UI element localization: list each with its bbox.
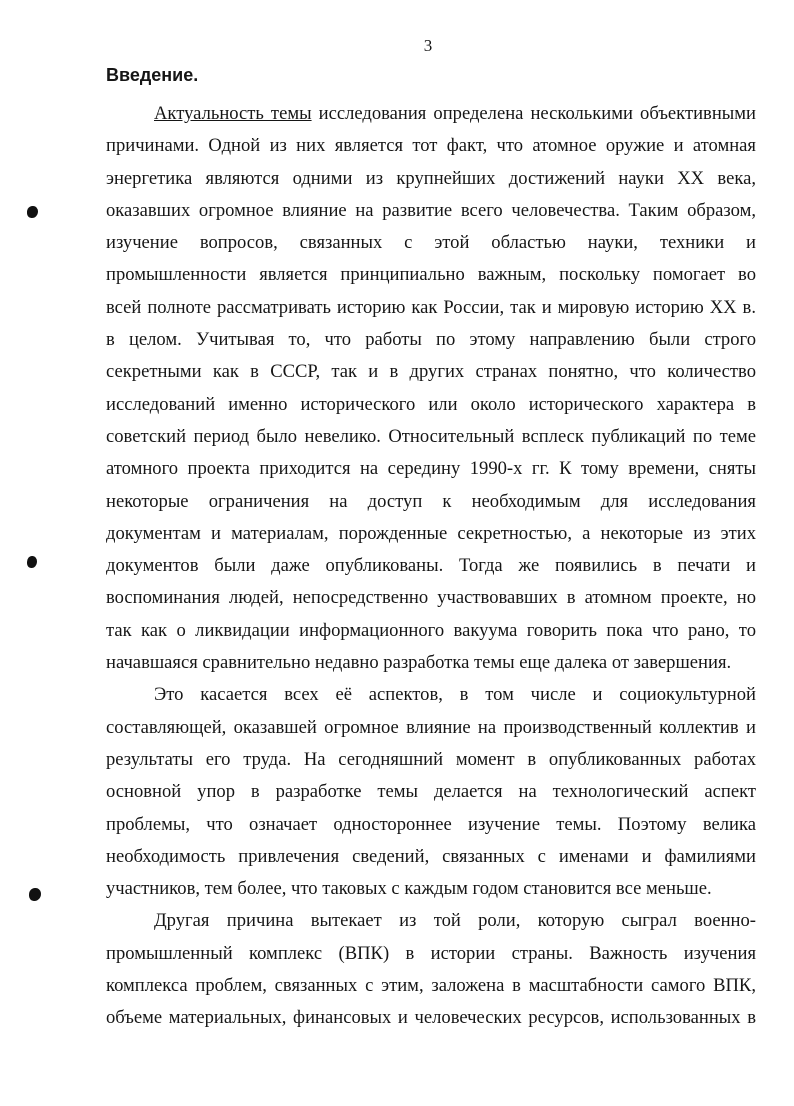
text-line: оказавших огромное влияние на развитие всего человечества. Таким образом, bbox=[106, 199, 756, 221]
paragraph-2 bbox=[106, 679, 756, 905]
text-line: участников, тем более, что таковых с каждым годом становится все меньше. bbox=[106, 878, 712, 900]
text-line: в целом. Учитывая то, что работы по этому направлению были строго bbox=[106, 329, 756, 351]
text-line: исследований именно исторического или около исторического характера в bbox=[106, 393, 756, 415]
text-line: составляющей, оказавшей огромное влияние на производственный коллектив и bbox=[106, 716, 756, 738]
text-line: документов были даже опубликованы. Тогда же появились в печати и bbox=[106, 555, 756, 577]
text-line: результаты его труда. На сегодняшний момент в опубликованных работах bbox=[106, 748, 756, 770]
page-number: 3 bbox=[423, 36, 433, 55]
text-line: промышленный комплекс (ВПК) в истории страны. Важность изучения bbox=[106, 942, 756, 964]
text-line: начавшаяся сравнительно недавно разработка темы еще далека от завершения. bbox=[106, 652, 732, 674]
text-line: секретными как в СССР, так и в других странах понятно, что количество bbox=[106, 361, 756, 383]
text-line: объеме материальных, финансовых и человеческих ресурсов, использованных в bbox=[106, 1007, 756, 1029]
scan-mark-1 bbox=[27, 206, 38, 218]
text-line: проблемы, что означает одностороннее изучение темы. Поэтому велика bbox=[106, 813, 756, 835]
text-line: Другая причина вытекает из той роли, которую сыграл военно- bbox=[154, 910, 756, 932]
paragraph-3 bbox=[106, 905, 756, 1034]
body-text bbox=[106, 98, 756, 1035]
text-line: причинами. Одной из них является тот факт, что атомное оружие и атомная bbox=[106, 135, 756, 157]
underlined-term: Актуальность темы bbox=[154, 103, 312, 124]
text-line: Актуальность темы исследования определена несколькими объективными bbox=[154, 103, 756, 124]
text-line: энергетика являются одними из крупнейших достижений науки XX века, bbox=[106, 167, 756, 189]
paragraph-1 bbox=[106, 98, 756, 679]
text-line: основной упор в разработке темы делается на технологический аспект bbox=[106, 781, 756, 803]
section-heading: Введение. bbox=[106, 65, 199, 85]
text-line: воспоминания людей, непосредственно участвовавших в атомном проекте, но bbox=[106, 587, 756, 609]
text-line: документам и материалам, порожденные секретностью, а некоторые из этих bbox=[106, 522, 756, 544]
text-line: так как о ликвидации информационного вакуума говорить пока что рано, то bbox=[106, 619, 756, 641]
text-line: атомного проекта приходится на середину 1990-х гг. К тому времени, сняты bbox=[106, 458, 756, 480]
text-line: Это касается всех её аспектов, в том числе и социокультурной bbox=[154, 684, 756, 706]
scan-mark-2 bbox=[27, 556, 37, 568]
text-line: промышленности является принципиально важным, поскольку помогает во bbox=[106, 264, 756, 286]
text-line: всей полноте рассматривать историю как России, так и мировую историю XX в. bbox=[106, 296, 756, 318]
text-line: необходимость привлечения сведений, связанных с именами и фамилиями bbox=[106, 845, 756, 867]
text-line: комплекса проблем, связанных с этим, заложена в масштабности самого ВПК, bbox=[106, 975, 756, 997]
text-line: советский период было невелико. Относительный всплеск публикаций по теме bbox=[106, 425, 756, 447]
text-line: некоторые ограничения на доступ к необходимым для исследования bbox=[106, 490, 756, 512]
text-line: изучение вопросов, связанных с этой областью науки, техники и bbox=[106, 232, 756, 254]
scan-mark-3 bbox=[29, 888, 41, 901]
